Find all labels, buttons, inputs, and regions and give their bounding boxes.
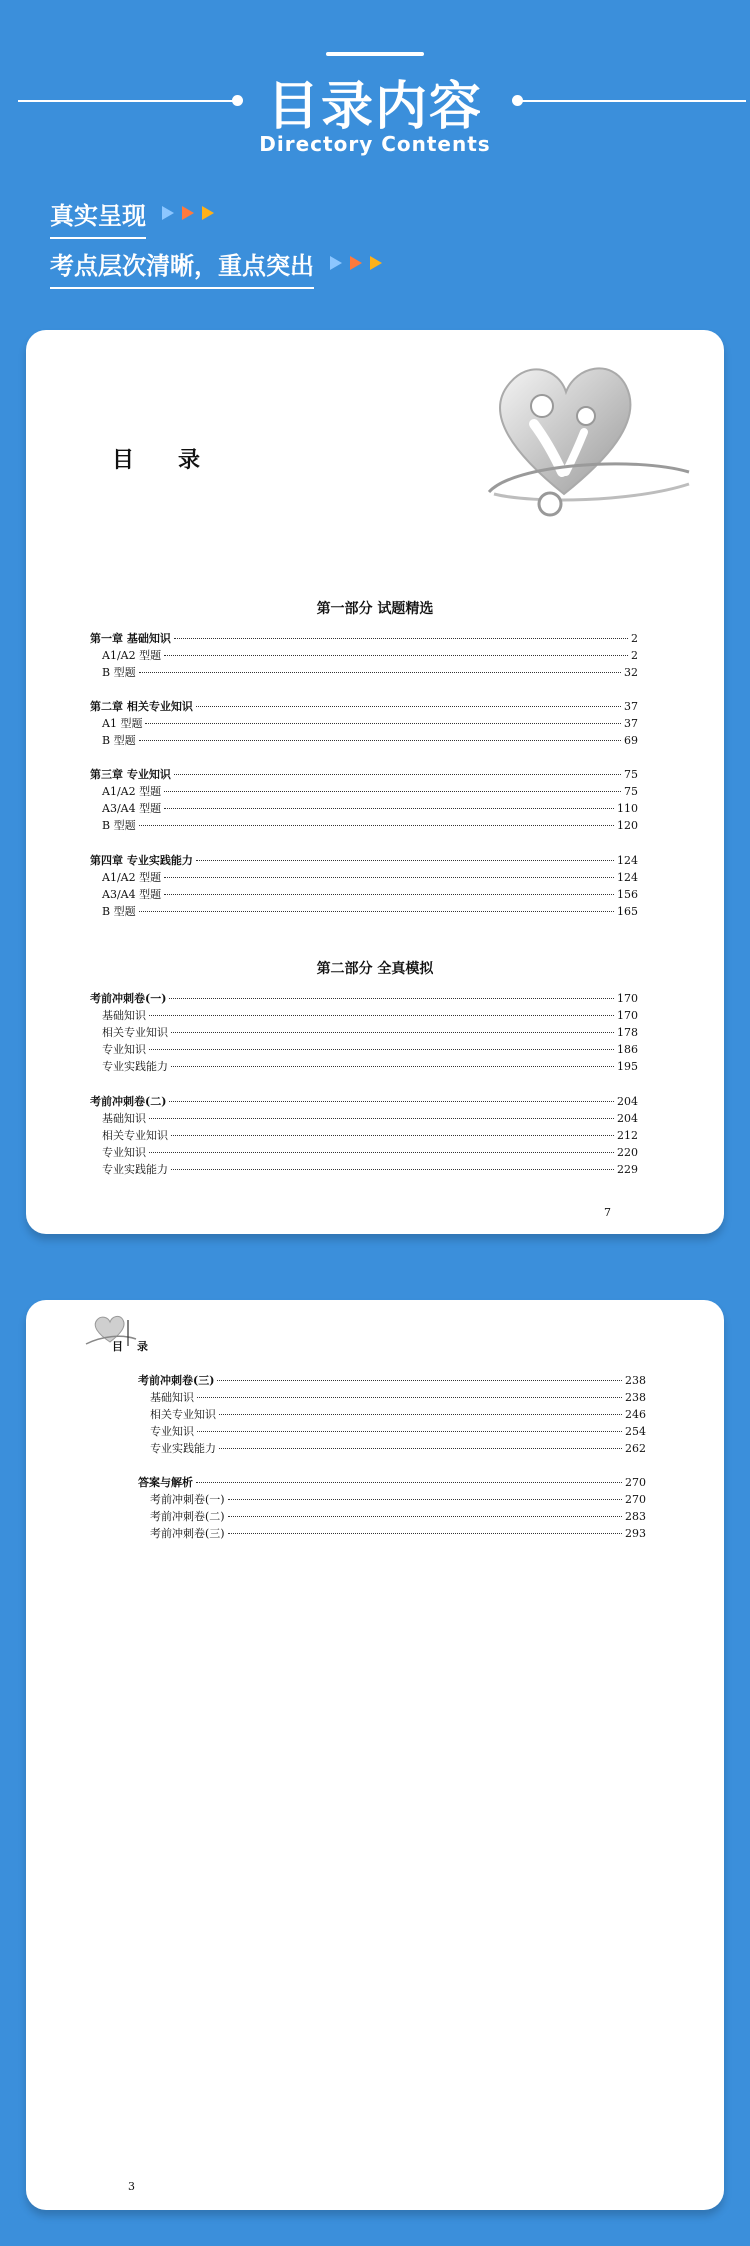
toc-page: 229 xyxy=(617,1163,638,1176)
arrow-right-icon xyxy=(182,206,194,220)
toc-label: 考前冲刺卷(一) xyxy=(90,992,167,1005)
page-number: 3 xyxy=(128,2180,135,2193)
toc-label: A3/A4 型题 xyxy=(102,888,162,901)
toc-page: 32 xyxy=(624,666,638,679)
feature-text: 考点层次清晰，重点突出 xyxy=(50,246,314,289)
toc-item-row xyxy=(90,1041,638,1055)
toc-label: A1/A2 型题 xyxy=(102,785,162,798)
toc-chapter-row xyxy=(90,1093,638,1107)
toc-chapter-row xyxy=(90,990,638,1004)
toc-label: B 型题 xyxy=(102,819,136,832)
feature-text: 真实呈现 xyxy=(50,196,146,239)
toc-label: 专业实践能力 xyxy=(102,1163,168,1176)
leader-dots xyxy=(149,1118,614,1119)
toc-item-row xyxy=(90,715,638,729)
leader-dots xyxy=(139,825,614,826)
toc-page: 2 xyxy=(631,632,638,645)
leader-dots xyxy=(171,1135,614,1136)
toc-item-row xyxy=(138,1406,646,1420)
toc-page: 170 xyxy=(617,992,638,1005)
toc-item-row xyxy=(90,1110,638,1124)
toc-label: 专业知识 xyxy=(102,1146,146,1159)
toc-item-row xyxy=(90,903,638,917)
toc-label: B 型题 xyxy=(102,905,136,918)
toc-page: 165 xyxy=(617,905,638,918)
toc-item-row xyxy=(90,1007,638,1021)
toc-page: 238 xyxy=(625,1391,646,1404)
arrow-right-icon xyxy=(350,256,362,270)
toc-item-row xyxy=(90,869,638,883)
part-title: 第一部分 试题精选 xyxy=(316,601,434,617)
leader-dots xyxy=(139,740,621,741)
toc-page: 156 xyxy=(617,888,638,901)
page-number: 7 xyxy=(604,1206,611,1219)
toc-item-row xyxy=(138,1491,646,1505)
leader-dots xyxy=(197,1431,622,1432)
arrow-right-icon xyxy=(370,256,382,270)
toc-item-row xyxy=(138,1423,646,1437)
toc-page: 75 xyxy=(624,768,638,781)
toc-page: 186 xyxy=(617,1043,638,1056)
leader-dots xyxy=(219,1414,622,1415)
toc-label: A3/A4 型题 xyxy=(102,802,162,815)
heart-family-logo-icon xyxy=(454,344,694,524)
toc-page: 178 xyxy=(617,1026,638,1039)
leader-dots xyxy=(169,998,614,999)
toc-label: 第四章 专业实践能力 xyxy=(90,854,193,867)
leader-dots xyxy=(197,1397,622,1398)
toc-page: 120 xyxy=(617,819,638,832)
leader-dots xyxy=(164,877,614,878)
feature-line-1 xyxy=(50,196,214,239)
header-subtitle: Directory Contents xyxy=(259,132,491,156)
toc-label: 考前冲刺卷(二) xyxy=(150,1510,225,1523)
toc-chapter-row xyxy=(90,852,638,866)
leader-dots xyxy=(217,1380,622,1381)
toc-item-row xyxy=(90,1127,638,1141)
toc-item-row xyxy=(90,732,638,746)
toc-item-row xyxy=(90,1161,638,1175)
leader-dots xyxy=(171,1066,614,1067)
leader-dots xyxy=(139,672,621,673)
leader-dots xyxy=(228,1533,622,1534)
leader-dots xyxy=(196,860,614,861)
toc-label: 考前冲刺卷(二) xyxy=(90,1095,167,1108)
leader-dots xyxy=(228,1516,622,1517)
toc-item-row xyxy=(90,800,638,814)
toc-page: 270 xyxy=(625,1476,646,1489)
toc-item-row xyxy=(138,1525,646,1539)
toc-page: 220 xyxy=(617,1146,638,1159)
toc-page: 204 xyxy=(617,1112,638,1125)
toc-page: 283 xyxy=(625,1510,646,1523)
toc-page: 37 xyxy=(624,700,638,713)
toc-chapter-row xyxy=(90,630,638,644)
toc-page: 124 xyxy=(617,854,638,867)
toc-page: 110 xyxy=(617,802,638,815)
toc-label: 答案与解析 xyxy=(138,1476,193,1489)
toc-page: 238 xyxy=(625,1374,646,1387)
toc-page: 195 xyxy=(617,1060,638,1073)
leader-dots xyxy=(174,638,628,639)
feature-line-2 xyxy=(50,246,382,289)
toc-page-card-1 xyxy=(26,330,724,1234)
part-title: 第二部分 全真模拟 xyxy=(316,961,434,977)
toc-label: 相关专业知识 xyxy=(102,1129,168,1142)
toc-page: 170 xyxy=(617,1009,638,1022)
toc-page: 124 xyxy=(617,871,638,884)
leader-dots xyxy=(169,1101,614,1102)
leader-dots xyxy=(196,706,621,707)
toc-page: 262 xyxy=(625,1442,646,1455)
arrow-right-icon xyxy=(202,206,214,220)
toc-label: 考前冲刺卷(三) xyxy=(150,1527,225,1540)
toc-item-row xyxy=(90,886,638,900)
toc-page: 270 xyxy=(625,1493,646,1506)
header-top-bar xyxy=(326,52,424,56)
toc-label: 专业知识 xyxy=(150,1425,194,1438)
toc-label: A1/A2 型题 xyxy=(102,649,162,662)
leader-dots xyxy=(164,894,614,895)
leader-dots xyxy=(171,1169,614,1170)
toc-item-row xyxy=(90,1024,638,1038)
toc-label: 专业知识 xyxy=(102,1043,146,1056)
running-head-title: 目录 xyxy=(112,1340,162,1353)
leader-dots xyxy=(164,808,614,809)
leader-dots xyxy=(149,1049,614,1050)
toc-label: 第二章 相关专业知识 xyxy=(90,700,193,713)
leader-dots xyxy=(164,655,628,656)
toc-item-row xyxy=(90,647,638,661)
toc-page: 37 xyxy=(624,717,638,730)
toc-item-row xyxy=(90,1144,638,1158)
toc-heading: 目录 xyxy=(112,447,245,473)
toc-page: 2 xyxy=(631,649,638,662)
toc-item-row xyxy=(138,1389,646,1403)
toc-label: 考前冲刺卷(一) xyxy=(150,1493,225,1506)
toc-page: 75 xyxy=(624,785,638,798)
toc-page: 254 xyxy=(625,1425,646,1438)
toc-label: B 型题 xyxy=(102,734,136,747)
header-title: 目录内容 xyxy=(266,77,483,137)
toc-label: 专业实践能力 xyxy=(102,1060,168,1073)
toc-label: 基础知识 xyxy=(102,1009,146,1022)
toc-label: A1 型题 xyxy=(102,717,143,730)
toc-label: 基础知识 xyxy=(102,1112,146,1125)
arrow-right-icon xyxy=(330,256,342,270)
leader-dots xyxy=(196,1482,622,1483)
toc-label: 专业实践能力 xyxy=(150,1442,216,1455)
toc-page: 212 xyxy=(617,1129,638,1142)
toc-page: 293 xyxy=(625,1527,646,1540)
leader-dots xyxy=(149,1152,614,1153)
toc-chapter-row xyxy=(138,1372,646,1386)
leader-dots xyxy=(228,1499,622,1500)
toc-item-row xyxy=(90,1058,638,1072)
toc-page: 246 xyxy=(625,1408,646,1421)
toc-label: A1/A2 型题 xyxy=(102,871,162,884)
toc-item-row xyxy=(90,664,638,678)
toc-page-card-2 xyxy=(26,1300,724,2210)
toc-label: B 型题 xyxy=(102,666,136,679)
leader-dots xyxy=(219,1448,622,1449)
toc-chapter-row xyxy=(90,766,638,780)
toc-page: 69 xyxy=(624,734,638,747)
leader-dots xyxy=(174,774,621,775)
toc-label: 第一章 基础知识 xyxy=(90,632,171,645)
toc-chapter-row xyxy=(138,1474,646,1488)
toc-page: 204 xyxy=(617,1095,638,1108)
leader-dots xyxy=(139,911,614,912)
toc-label: 第三章 专业知识 xyxy=(90,768,171,781)
toc-chapter-row xyxy=(90,698,638,712)
leader-dots xyxy=(171,1032,614,1033)
toc-label: 相关专业知识 xyxy=(150,1408,216,1421)
leader-dots xyxy=(149,1015,614,1016)
toc-item-row xyxy=(90,817,638,831)
arrow-right-icon xyxy=(162,206,174,220)
leader-dots xyxy=(145,723,621,724)
toc-label: 相关专业知识 xyxy=(102,1026,168,1039)
leader-dots xyxy=(164,791,621,792)
toc-item-row xyxy=(138,1508,646,1522)
toc-item-row xyxy=(138,1440,646,1454)
toc-label: 考前冲刺卷(三) xyxy=(138,1374,215,1387)
toc-item-row xyxy=(90,783,638,797)
toc-label: 基础知识 xyxy=(150,1391,194,1404)
